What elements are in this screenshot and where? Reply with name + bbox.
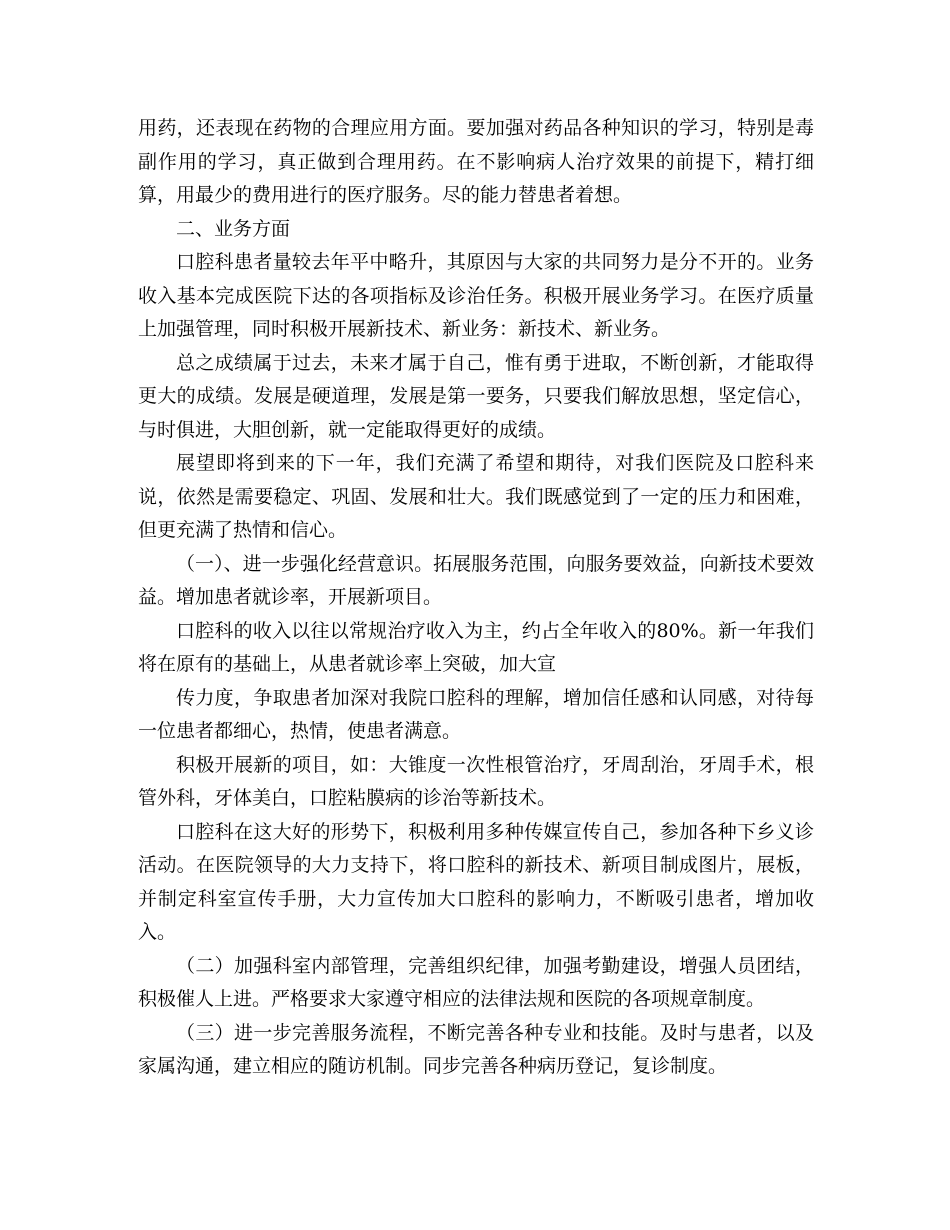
paragraph-item-one: （一）、进一步强化经营意识。拓展服务范围，向服务要效益，向新技术要效益。增加患者就诊率，开展新项目。 — [138, 552, 814, 608]
paragraph-publicity: 传力度，争取患者加深对我院口腔科的理解，增加信任感和认同感，对待每一位患者都细心，热情，使患者满意。 — [138, 686, 814, 742]
section-heading-business: 二、业务方面 — [176, 217, 291, 240]
paragraph-media: 口腔科在这大好的形势下，积极利用多种传媒宣传自己，参加各种下乡义诊活动。在医院领导的大力支持下，将口腔科的新技术、新项目制成图片，展板，并制定科室宣传手册，大力宣传加大口腔科的影响力，不断吸引患者，增加收入。 — [138, 820, 814, 943]
paragraph-outlook: 展望即将到来的下一年，我们充满了希望和期待，对我们医院及口腔科来说，依然是需要稳定、巩固、发展和壮大。我们既感觉到了一定的压力和困难，但更充满了热情和信心。 — [138, 452, 814, 541]
paragraph-income: 口腔科的收入以往以常规治疗收入为主，约占全年收入的80%。新一年我们将在原有的基础上，从患者就诊率上突破，加大宣 — [138, 619, 814, 675]
paragraph-new-projects: 积极开展新的项目，如：大锥度一次性根管治疗，牙周刮治，牙周手术，根管外科，牙体美白，口腔粘膜病的诊治等新技术。 — [138, 753, 814, 809]
paragraph-summary: 总之成绩属于过去，未来才属于自己，惟有勇于进取，不断创新，才能取得更大的成绩。发展是硬道理，发展是第一要务，只要我们解放思想，坚定信心，与时俱进，大胆创新，就一定能取得更好的成绩。 — [138, 351, 814, 441]
paragraph-continuation: 用药，还表现在药物的合理应用方面。要加强对药品各种知识的学习，特别是毒副作用的学习，真正做到合理用药。在不影响病人治疗效果的前提下，精打细算，用最少的费用进行的医疗服务。尽的能力替患者着想。 — [138, 117, 814, 206]
document-body — [138, 112, 814, 1084]
paragraph-patient-volume: 口腔科患者量较去年平中略升，其原因与大家的共同努力是分不开的。业务收入基本完成医院下达的各项指标及诊治任务。积极开展业务学习。在医疗质量上加强管理，同时积极开展新技术、新业务：新技术、新业务。 — [138, 251, 814, 340]
paragraph-item-three: （三）进一步完善服务流程，不断完善各种专业和技能。及时与患者，以及家属沟通，建立相应的随访机制。同步完善各种病历登记，复诊制度。 — [138, 1021, 814, 1077]
paragraph-item-two: （二）加强科室内部管理，完善组织纪律，加强考勤建设，增强人员团结，积极催人上进。严格要求大家遵守相应的法律法规和医院的各项规章制度。 — [138, 954, 814, 1010]
